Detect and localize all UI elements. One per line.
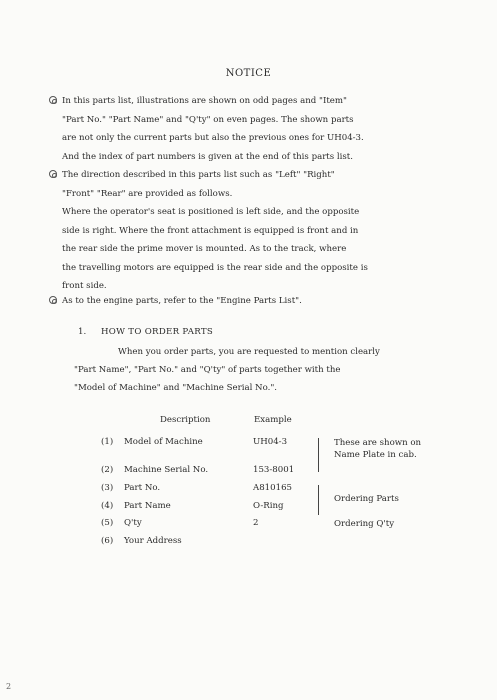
paragraph-line: the rear side the prime mover is mounted. As to the track, where [62,244,347,254]
section-line: "Part Name", "Part No." and "Q'ty" of parts together with the [74,365,341,375]
notice-paragraph-2 [62,166,462,296]
notice-paragraph-3 [62,292,462,311]
column-header-description: Description [160,415,211,425]
paragraph-line: In this parts list, illustrations are shown on odd pages and "Item" [62,96,347,106]
page-number: 2 [6,682,12,691]
row-description: Model of Machine [124,437,203,447]
column-header-example: Example [254,415,292,425]
row-description: Your Address [124,536,182,546]
row-description: Part No. [124,483,161,493]
row-number: (6) [101,536,114,546]
ordering-parts-note: Ordering Parts [334,494,399,504]
double-circle-bullet-icon [49,296,57,304]
note-line: Name Plate in cab. [334,450,417,460]
paragraph-line: And the index of part numbers is given at the end of this parts list. [62,151,353,162]
section-number: 1. [78,327,87,337]
double-circle-bullet-icon [49,170,57,178]
paragraph-line: side is right. Where the front attachment is equipped is front and in [62,225,359,236]
row-description: Q'ty [124,518,142,528]
notice-paragraph-1 [62,92,462,166]
row-description: Machine Serial No. [124,465,209,475]
brace-mark [318,485,323,515]
table-row [0,501,497,519]
table-row [0,437,497,455]
table-row [0,483,497,501]
double-circle-bullet-icon [49,96,57,104]
paragraph-line: "Front" "Rear" are provided as follows. [62,188,233,199]
row-number: (2) [101,465,114,475]
paragraph-line: As to the engine parts, refer to the "Engine Parts List". [62,296,302,306]
brace-mark [318,438,323,472]
ordering-qty-note: Ordering Q'ty [334,519,395,529]
page-title: NOTICE [225,68,272,79]
row-example: A810165 [253,483,293,493]
row-example: O-Ring [253,501,284,511]
section-title: HOW TO ORDER PARTS [101,327,214,337]
paragraph-line: the travelling motors are equipped is the rear side and the opposite is [62,262,368,273]
table-row [0,518,497,536]
paragraph-line: front side. [62,281,107,291]
note-line: These are shown on [334,438,422,448]
row-number: (5) [101,518,114,528]
row-example: 153-8001 [253,465,295,475]
table-row [0,536,497,554]
paragraph-line: "Part No." "Part Name" and "Q'ty" on even pages. The shown parts [62,114,354,125]
row-number: (4) [101,501,114,511]
row-example: 2 [253,518,259,528]
paragraph-line: The direction described in this parts list such as "Left" "Right" [62,170,335,180]
row-example: UH04-3 [253,437,288,447]
row-description: Part Name [124,501,171,511]
table-row [0,465,497,483]
row-number: (1) [101,437,114,447]
nameplate-note [334,437,421,461]
paragraph-line: Where the operator's seat is positioned is left side, and the opposite [62,207,360,217]
section-body [74,343,454,397]
section-line: "Model of Machine" and "Machine Serial No.". [74,383,278,393]
row-number: (3) [101,483,114,493]
paragraph-line: are not only the current parts but also the previous ones for UH04-3. [62,133,364,143]
section-line: When you order parts, you are requested to mention clearly [118,347,380,357]
